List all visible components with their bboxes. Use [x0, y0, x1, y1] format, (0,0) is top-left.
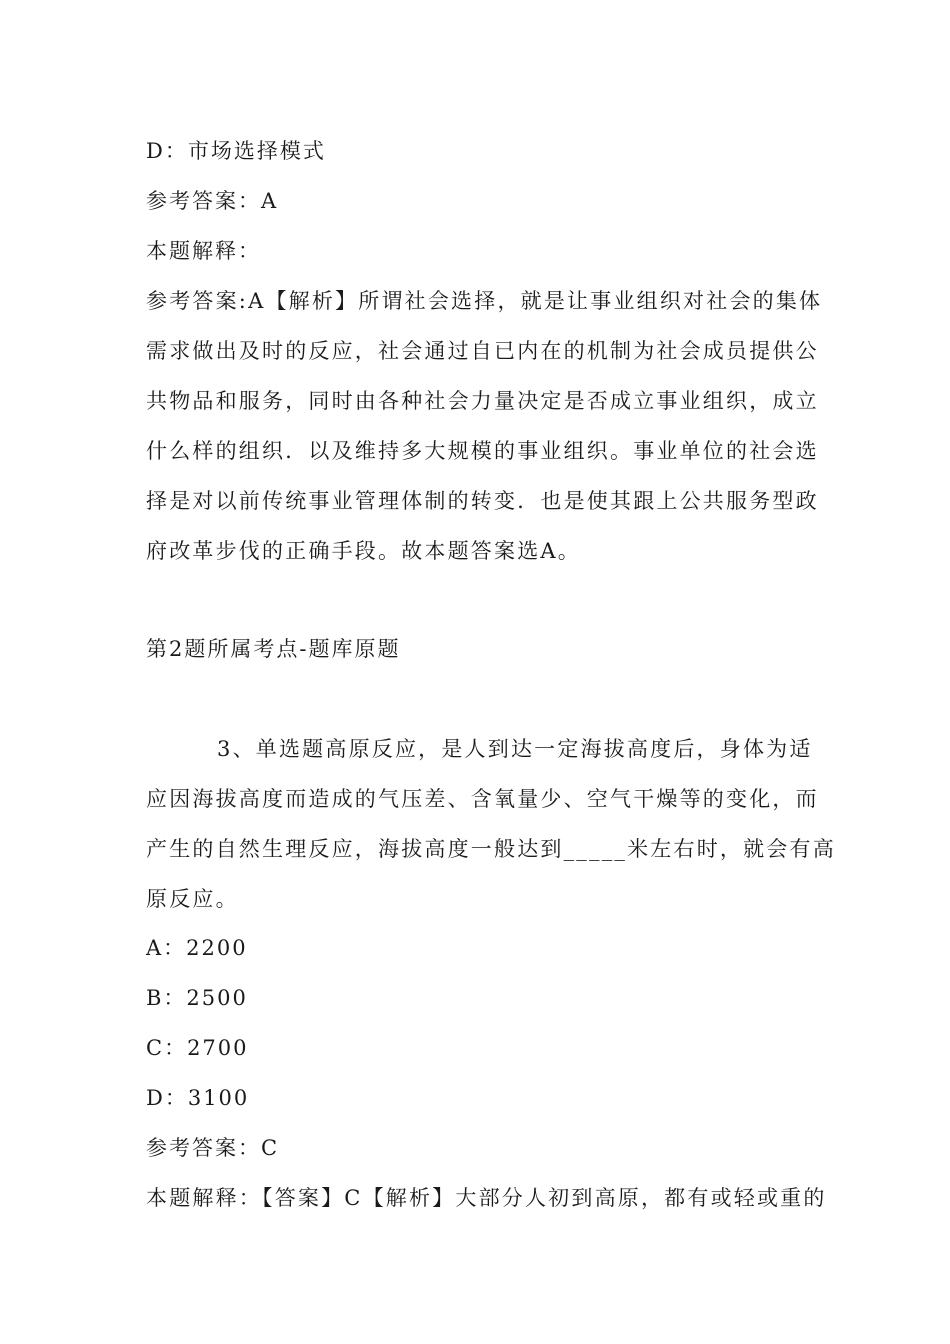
q3-option-c: C：2700 — [146, 1036, 249, 1060]
q2-explanation-line: 需求做出及时的反应，社会通过自已内在的机制为社会成员提供公 — [146, 339, 819, 363]
q2-explanation-label: 本题解释： — [146, 239, 261, 263]
q3-question-line: 产生的自然生理反应，海拔高度一般达到_____米左右时，就会有高 — [146, 837, 836, 861]
q3-question-line: 应因海拔高度而造成的气压差、含氧量少、空气干燥等的变化，而 — [146, 787, 819, 811]
q2-explanation-line: 参考答案:A【解析】所谓社会选择，就是让事业组织对社会的集体 — [146, 289, 823, 313]
q3-option-b: B：2500 — [146, 986, 248, 1010]
q2-explanation-line: 什么样的组织．以及维持多大规模的事业组织。事业单位的社会选 — [146, 439, 819, 463]
q3-explanation-start: 本题解释：【答案】C【解析】大部分人初到高原，都有或轻或重的 — [146, 1186, 827, 1210]
q2-explanation-line: 共物品和服务，同时由各种社会力量决定是否成立事业组织，成立 — [146, 389, 819, 413]
q3-option-d: D：3100 — [146, 1086, 250, 1110]
q3-question-line: 3、单选题高原反应，是人到达一定海拔高度后，身体为适 — [146, 737, 813, 761]
q2-answer: 参考答案：A — [146, 189, 279, 213]
q2-explanation-line: 府改革步伐的正确手段。故本题答案选A。 — [146, 539, 581, 563]
q2-explanation-line: 择是对以前传统事业管理体制的转变．也是使其跟上公共服务型政 — [146, 489, 819, 513]
q3-question-line: 原反应。 — [146, 887, 239, 911]
q3-answer: 参考答案：C — [146, 1136, 280, 1160]
q3-option-a: A：2200 — [146, 936, 248, 960]
q2-option-d: D：市场选择模式 — [146, 139, 326, 163]
q2-section-note: 第2题所属考点-题库原题 — [146, 637, 401, 661]
